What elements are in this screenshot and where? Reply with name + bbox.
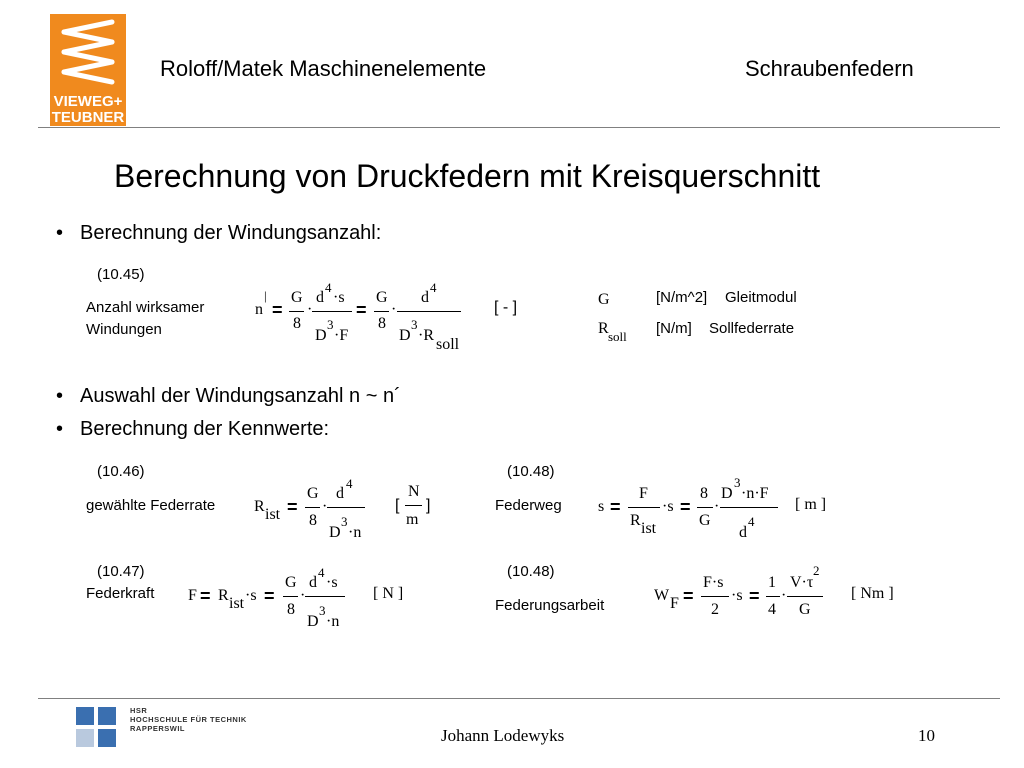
frac-bar-2 [305,596,345,597]
n-marker: | [264,288,267,303]
bullet-auswahl: • Auswahl der Windungsanzahl n ~ n´ [56,385,401,407]
frac4-den-D: D [399,327,411,344]
footer-divider [38,698,1000,699]
header-divider [38,127,1000,128]
frac-G: G [699,512,711,529]
frac-bar-1 [701,596,729,597]
hsr-square-2 [98,707,116,725]
equals-sign-2: = [356,300,367,320]
bullet-windungsanzahl: • Berechnung der Windungsanzahl: [56,222,382,244]
eq-number-10-48-b: (10.48) [507,563,555,580]
unit-windungen: [ - ] [494,299,518,316]
eq-number-10-46: (10.46) [97,463,145,480]
bullet-kennwerte: • Berechnung der Kennwerte: [56,418,330,440]
dot-1: · [307,301,313,318]
frac-8: 8 [287,601,295,618]
legend-symbol-r: R [598,320,609,337]
frac4-bar [397,311,461,312]
equals-sign-2: = [264,586,275,606]
frac2-bar [312,311,352,312]
page-number: 10 [918,726,935,745]
frac-V: V·τ [790,574,814,591]
hsr-name-3: RAPPERSWIL [130,724,186,733]
r-symbol: R [218,587,229,604]
frac3-num: G [376,289,388,306]
equals-sign: = [610,497,621,517]
frac-d-exp: 4 [346,476,353,491]
frac-g: G [307,485,319,502]
bullet-text: Berechnung der Kennwerte: [80,418,330,440]
frac-8: 8 [309,512,317,529]
book-title: Roloff/Matek Maschinenelemente [160,56,487,81]
frac-F: F [639,485,648,502]
windungen-label-2: Windungen [86,321,162,338]
frac-bar-1 [305,507,320,508]
frac-bar-2 [327,507,365,508]
r-sub: ist [229,595,245,612]
frac-R: R [630,512,641,529]
frac-bar-3 [787,596,823,597]
federrate-label: gewählte Federrate [86,497,216,514]
frac-D-exp: 3 [319,603,326,618]
unit-bar [405,505,422,506]
frac-D: D [329,524,341,541]
frac-D-exp: 3 [734,475,741,490]
frac-D-exp: 3 [341,514,348,529]
unit-arbeit: [ Nm ] [851,585,894,602]
w-symbol: W [654,587,670,604]
legend-desc-g: Gleitmodul [725,289,797,306]
frac2-num-d: d [316,289,324,306]
unit-lb: [ [395,497,400,514]
chapter-title: Schraubenfedern [745,56,914,81]
frac-bar-2 [697,507,713,508]
frac-V-exp: 2 [813,563,820,578]
frac1-den: 8 [293,315,301,332]
bullet-text: Auswahl der Windungsanzahl n ~ n´ [80,385,401,407]
dot: · [322,498,328,515]
frac2-den-D: D [315,327,327,344]
frac4-num-d: d [421,289,429,306]
frac-D: D [721,485,733,502]
frac-R-sub: ist [641,520,657,537]
publisher-name-line2: TEUBNER [51,109,125,126]
slide-title: Berechnung von Druckfedern mit Kreisquerschnitt [114,158,821,194]
s-term: ·s [662,498,674,515]
hsr-square-4 [98,729,116,747]
legend-unit-r: [N/m] [656,320,692,337]
frac-n: ·n [348,524,362,541]
frac-n: ·n [326,613,340,630]
frac2-den-F: ·F [334,327,349,344]
legend-unit-g: [N/m^2] [656,289,708,306]
hsr-name-2: HOCHSCHULE FÜR TECHNIK [130,715,247,724]
frac-bar-3 [720,507,778,508]
publisher-logo [50,14,126,126]
frac2-den-exp: 3 [327,317,334,332]
frac-4: 4 [768,601,776,618]
equals-sign: = [683,586,694,606]
frac1-num: G [291,289,303,306]
dot-2: · [391,301,397,318]
frac3-den: 8 [378,315,386,332]
eq-number-10-48-a: (10.48) [507,463,555,480]
frac1-bar [289,311,304,312]
frac-D: D [307,613,319,630]
frac4-den-sub: soll [436,336,460,353]
legend-symbol-r-sub: soll [608,329,627,344]
hsr-name-1: HSR [130,706,148,715]
unit-num: N [408,483,420,500]
dot: · [300,587,306,604]
frac-d: d [309,574,317,591]
unit-federweg: [ m ] [795,496,827,513]
dot: · [781,587,787,604]
federweg-label: Federweg [495,497,562,514]
frac-bar-1 [283,596,298,597]
frac-bar-1 [628,507,660,508]
r-symbol: R [254,498,265,515]
frac2-num-exp: 4 [325,280,332,295]
frac4-den-R: ·R [418,327,434,344]
frac2-num-s: ·s [333,289,345,306]
unit-federkraft: [ N ] [373,585,404,602]
frac-2: 2 [711,601,719,618]
s-symbol: s [598,498,605,515]
equals-sign: = [272,300,283,320]
frac-Fs: F·s [703,574,724,591]
frac-8: 8 [700,485,708,502]
unit-den: m [406,511,419,528]
frac-d: d [336,485,344,502]
spring-logo-icon [50,14,126,94]
frac-tail: ·n·F [741,485,769,502]
frac-d-exp: 4 [318,565,325,580]
s-term: ·s [245,587,257,604]
unit-rb: ] [426,497,431,514]
bullet-text: Berechnung der Windungsanzahl: [80,222,382,244]
legend-desc-r: Sollfederrate [709,320,795,337]
hsr-square-1 [76,707,94,725]
frac4-num-exp: 4 [430,280,437,295]
frac-d: d [739,524,747,541]
arbeit-label: Federungsarbeit [495,597,605,614]
equals-sign-2: = [749,586,760,606]
frac4-den-exp: 3 [411,317,418,332]
frac-ds: ·s [326,574,338,591]
equals-sign-2: = [680,497,691,517]
hsr-square-3 [76,729,94,747]
equals-sign: = [287,497,298,517]
eq-number-10-47: (10.47) [97,563,145,580]
windungen-label-1: Anzahl wirksamer [86,299,205,316]
publisher-name-line1: VIEWEG+ [53,93,123,110]
n-symbol: n [255,301,263,318]
frac-G: G [285,574,297,591]
frac-d-exp: 4 [748,514,755,529]
legend-symbol-g: G [598,291,610,308]
frac-1: 1 [768,574,776,591]
eq-number-10-45: (10.45) [97,266,145,283]
frac-bar-2 [766,596,780,597]
frac3-bar [374,311,389,312]
f-symbol: F [188,587,197,604]
r-sub: ist [265,506,281,523]
frac-G: G [799,601,811,618]
w-sub: F [670,595,679,612]
federkraft-label: Federkraft [86,585,155,602]
equals-sign: = [200,586,211,606]
dot: · [714,498,720,515]
s-term: ·s [731,587,743,604]
author-name: Johann Lodewyks [441,726,565,745]
